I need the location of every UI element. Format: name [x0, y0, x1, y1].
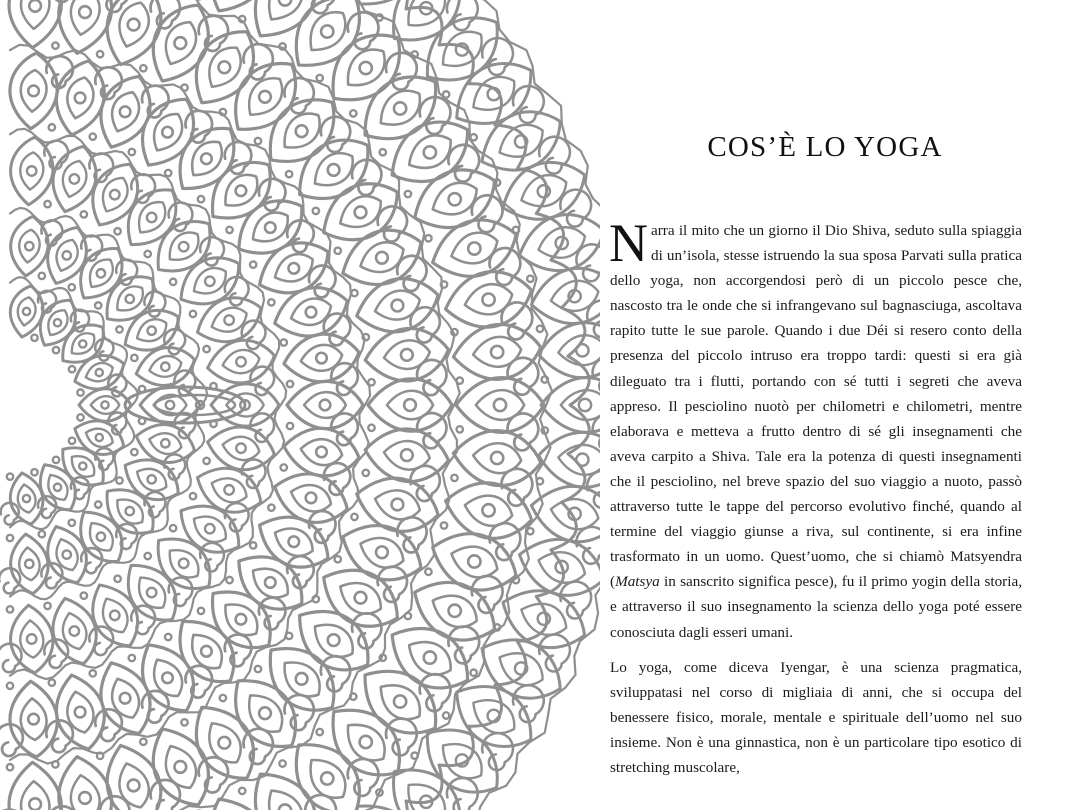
- paragraph-1-text-b: in sanscrito significa pesce), fu il primo yogin della storia, e attraverso il suo insegnamento la scienza dello yoga poté essere conosciuta dagli esseri umani.: [610, 573, 1022, 641]
- page-title: COS’È LO YOGA: [707, 131, 943, 163]
- drop-cap: N: [609, 213, 648, 273]
- text-column: [610, 0, 1022, 810]
- paragraph-1-text-a: arra il mito che un giorno il Dio Shiva, seduto sulla spiaggia di un’isola, stesse istruendo la sua sposa Parvati sulla pratica dello yoga, non accorgendosi però di un piccolo pesce che, nascosto tra le onde che si infrangevano sul bagnasciuga, ascoltava rapito tutte le sue parole. Quando i due Déi si resero conto della presenza del piccolo intruso era troppo tardi: questi si era già dileguato tra i flutti, portando con sé tutti i segreti che aveva appreso. Il pesciolino nuotò per chilometri e chilometri, mentre elaborava e metteva a frutto dentro di sé gli insegnamenti che aveva carpito a Shiva. Tale era la potenza di questi insegnamenti che il pesciolino, nel breve spazio del suo viaggio a nuoto, passò attraverso tutte le tappe del percorso evolutivo finché, quando al termine del viaggio giunse a riva, sul continente, si era infine trasformato in un uomo. Quest’uomo, che si chiamò Matsyendra (: [610, 222, 1022, 591]
- paragraph-2: Lo yoga, come diceva Iyengar, è una scienza pragmatica, sviluppatasi nel corso di migliaia di anni, che si occupa del benessere fisico, morale, mentale e spirituale dell’uomo nel suo insieme. Non è una ginnastica, non è un particolare tipo esotico di stretching muscolare,: [610, 658, 1022, 776]
- paragraph-1-italic-word: Matsya: [615, 573, 660, 591]
- paragraph-1: [609, 213, 1022, 645]
- body-text: [609, 213, 1022, 790]
